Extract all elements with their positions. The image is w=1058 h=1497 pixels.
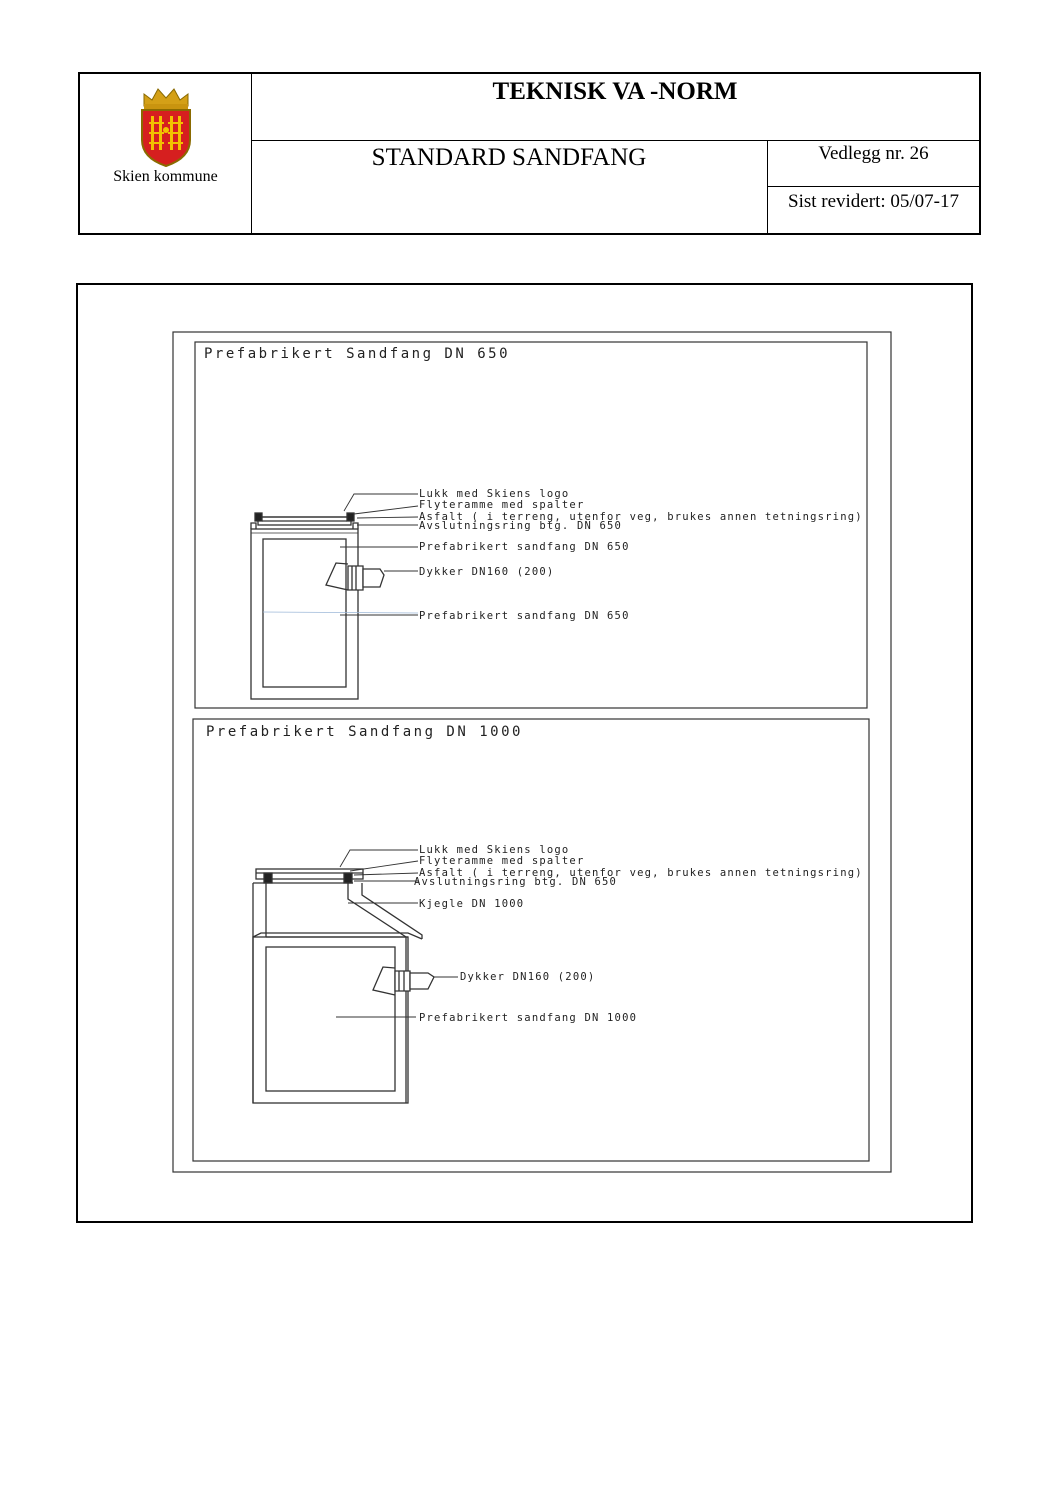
panel-dn650-title: Prefabrikert Sandfang DN 650 [204, 346, 511, 362]
document-title: TEKNISK VA -NORM [492, 78, 738, 105]
skien-coat-of-arms-logo [136, 86, 196, 168]
document-subtitle: STANDARD SANDFANG [371, 144, 647, 171]
revised-cell [768, 187, 979, 233]
panel-dn1000 [193, 719, 869, 1161]
municipality-name: Skien kommune [113, 168, 218, 185]
revision-date: Sist revidert: 05/07-17 [788, 191, 959, 212]
title-cell [251, 74, 979, 141]
dn1000-label-ring: Avslutningsring btg. DN 650 [414, 876, 618, 888]
dn1000-label-asphalt: Asfalt ( i terreng, utenfor veg, brukes annen tetningsring) [419, 867, 863, 879]
dn1000-label-lid: Lukk med Skiens logo [419, 844, 570, 856]
attachment-number: Vedlegg nr. 26 [818, 143, 929, 164]
panel-dn1000-border [193, 719, 869, 1161]
attachment-cell [768, 140, 979, 187]
subtitle-cell [251, 140, 768, 233]
dn1000-label-frame: Flyteramme med spalter [419, 855, 585, 867]
dn650-leaders [340, 494, 418, 615]
panel-dn1000-title: Prefabrikert Sandfang DN 1000 [206, 724, 523, 740]
technical-drawing [78, 285, 971, 1221]
document-header [78, 72, 981, 235]
dn650-label-ring: Avslutningsring btg. DN 650 [419, 520, 623, 532]
drawing-frame [76, 283, 973, 1223]
sheet-border [173, 332, 891, 1172]
dn650-label-asphalt: Asfalt ( i terreng, utenfor veg, brukes annen tetningsring) [419, 511, 863, 523]
dn1000-label-dykker: Dykker DN160 (200) [460, 971, 596, 983]
dn650-label-frame: Flyteramme med spalter [419, 499, 585, 511]
dn650-label-lid: Lukk med Skiens logo [419, 488, 570, 500]
logo-cell [80, 74, 252, 233]
dn650-label-trap-bottom: Prefabrikert sandfang DN 650 [419, 610, 630, 622]
panel-dn650 [195, 342, 867, 708]
dn650-chamber [251, 513, 384, 699]
dn1000-label-cone: Kjegle DN 1000 [419, 898, 525, 910]
dn1000-label-trap: Prefabrikert sandfang DN 1000 [419, 1012, 638, 1024]
dn1000-chamber [253, 869, 434, 1103]
dn650-label-dykker: Dykker DN160 (200) [419, 566, 555, 578]
dn650-label-trap-top: Prefabrikert sandfang DN 650 [419, 541, 630, 553]
